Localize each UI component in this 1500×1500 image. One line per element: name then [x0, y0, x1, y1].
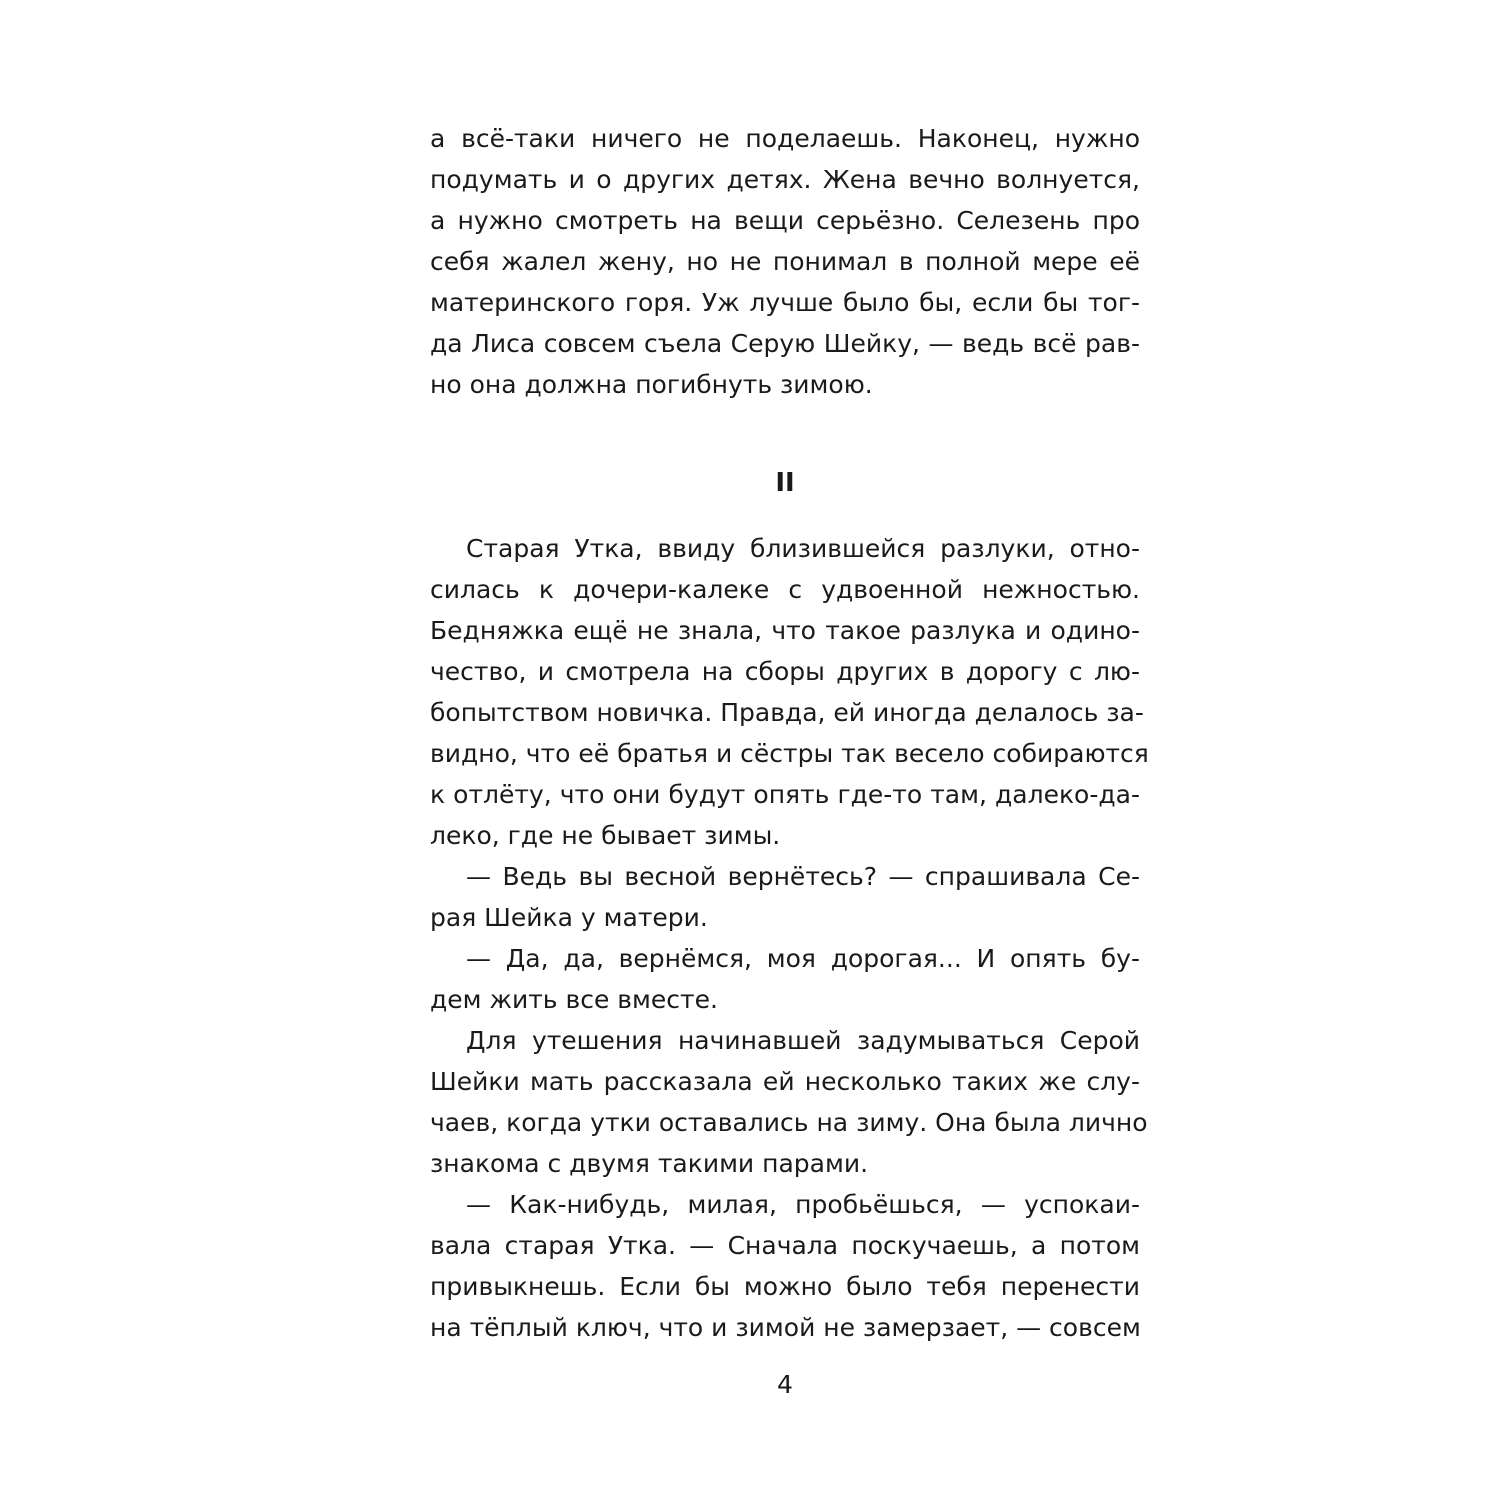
text-line: дем жить все вместе.	[430, 985, 718, 1014]
book-page	[430, 0, 1149, 1500]
chapter-heading: II	[775, 468, 795, 498]
text-line: силась к дочери-калеке с удвоенной нежностью.	[430, 575, 1140, 604]
text-line: а всё-таки ничего не поделаешь. Наконец, нужно	[430, 124, 1140, 153]
text-line: — Да, да, вернёмся, моя дорогая... И опять бу-	[466, 944, 1140, 973]
page-number: 4	[777, 1370, 793, 1399]
text-line: чаев, когда утки оставались на зиму. Она была лично	[430, 1108, 1148, 1137]
text-line: — Ведь вы весной вернётесь? — спрашивала Се-	[466, 862, 1140, 891]
text-line: к отлёту, что они будут опять где-то там, далеко-да-	[430, 780, 1140, 809]
text-line: чество, и смотрела на сборы других в дорогу с лю-	[430, 657, 1140, 686]
text-line: Старая Утка, ввиду близившейся разлуки, отно-	[466, 534, 1140, 563]
text-block-top	[430, 118, 1140, 405]
text-line: привыкнешь. Если бы можно было тебя перенести	[430, 1272, 1140, 1301]
text-block-main	[430, 528, 1149, 1348]
text-line: леко, где не бывает зимы.	[430, 821, 781, 850]
text-line: видно, что её братья и сёстры так весело собираются	[430, 739, 1149, 768]
text-line: да Лиса совсем съела Серую Шейку, — ведь всё рав-	[430, 329, 1140, 358]
text-line: Бедняжка ещё не знала, что такое разлука и одино-	[430, 616, 1140, 645]
text-line: знакома с двумя такими парами.	[430, 1149, 869, 1178]
text-line: подумать и о других детях. Жена вечно волнуется,	[430, 165, 1140, 194]
text-line: а нужно смотреть на вещи серьёзно. Селезень про	[430, 206, 1140, 235]
text-line: на тёплый ключ, что и зимой не замерзает, — совсем	[430, 1313, 1141, 1342]
text-line: Для утешения начинавшей задумываться Серой	[466, 1026, 1140, 1055]
text-line: но она должна погибнуть зимою.	[430, 370, 873, 399]
text-line: себя жалел жену, но не понимал в полной мере её	[430, 247, 1140, 276]
text-line: вала старая Утка. — Сначала поскучаешь, а потом	[430, 1231, 1140, 1260]
text-line: — Как-нибудь, милая, пробьёшься, — успокаи-	[466, 1190, 1140, 1219]
text-line: материнского горя. Уж лучше было бы, если бы тог-	[430, 288, 1140, 317]
text-line: бопытством новичка. Правда, ей иногда делалось за-	[430, 698, 1144, 727]
text-line: Шейки мать рассказала ей несколько таких же слу-	[430, 1067, 1140, 1096]
text-line: рая Шейка у матери.	[430, 903, 708, 932]
